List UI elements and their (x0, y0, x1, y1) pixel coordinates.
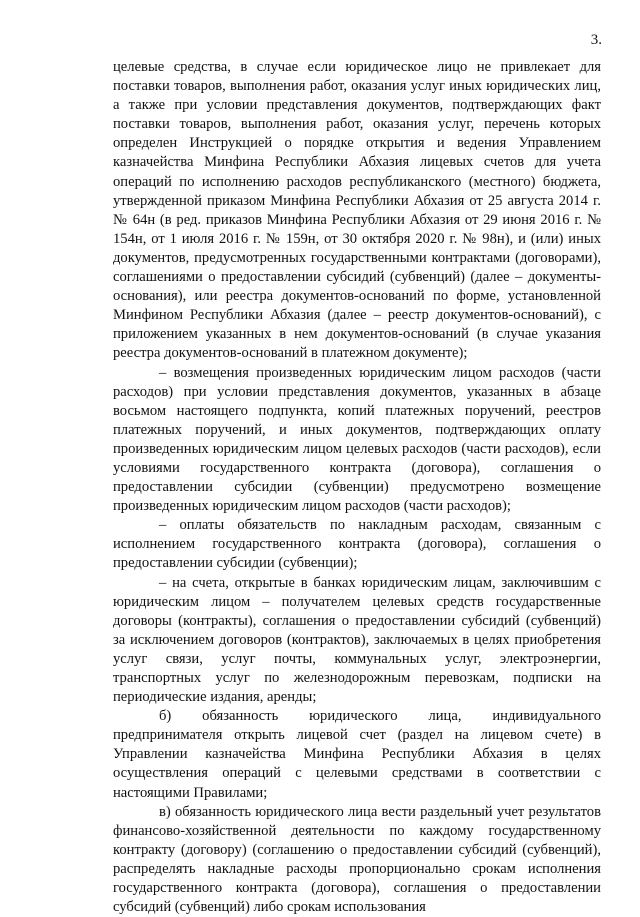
paragraph-reimbursement: – возмещения произведенных юридическим лицом расходов (части расходов) при условии представления документов, указанных в абзаце восьмом настоящего подпункта, копий платежных поручений, реестров платежных поручений, и иных документов, подтверждающих оплату произведенных юридическим лицом целевых расходов (части расходов), если условиями государственного контракта (договора), соглашения о предоставлении субсидии (субвенции) предусмотрено возмещение произведенных юридическим лицом расходов (части расходов); (113, 364, 601, 515)
document-body (113, 58, 601, 917)
paragraph-item-v: в) обязанность юридического лица вести раздельный учет результатов финансово-хозяйственной деятельности по каждому государственному контракту (договору) (соглашению о предоставлении субсидий (субвенций), распределять накладные расходы пропорционально срокам исполнения государственного контракта (договора), соглашения о предоставлении субсидий (субвенций) либо срокам использования (113, 803, 601, 916)
paragraph-bank-accounts: – на счета, открытые в банках юридическим лицам, заключившим с юридическим лицом – получателем целевых средств государственные договоры (контракты), соглашения о предоставлении субсидий (субвенций) за исключением договоров (контрактов), заключаемых в целях приобретения услуг связи, услуг почты, коммунальных услуг, электроэнергии, транспортных услуг по железнодорожным перевозкам, подписки на периодические издания, аренды; (113, 574, 601, 706)
page-number: 3. (590, 32, 602, 48)
paragraph-item-b: б) обязанность юридического лица, индивидуального предпринимателя открыть лицевой счет (раздел на лицевом счете) в Управлении казначейства Минфина Республики Абхазия в целях осуществления операций с целевыми средствами в соответствии с настоящими Правилами; (113, 708, 601, 801)
paragraph-continuation: целевые средства, в случае если юридическое лицо не привлекает для поставки товаров, выполнения работ, оказания услуг иных юридических лиц, а также при условии представления документов, подтверждающих факт поставки товаров, выполнения работ, оказания услуг, перечень которых определен Инструкцией о порядке открытия и ведения Управлением казначейства Минфина Республики Абхазия лицевых счетов для учета операций по исполнению расходов республиканского (местного) бюджета, утвержденной приказом Минфина Республики Абхазия от 25 августа 2014 г. № 64н (в ред. приказов Минфина Республики Абхазия от 29 июня 2016 г. № 154н, от 1 июля 2016 г. № 159н, от 30 октября 2020 г. № 98н), и (или) иных документов, предусмотренных государственными контрактами (договорами), соглашениями о предоставлении субсидий (субвенций) (далее – документы-основания), или реестра документов-оснований по форме, установленной Минфином Республики Абхазия (далее – реестр документов-оснований), с приложением указанных в нем документов-оснований (в случае указания реестра документов-оснований в платежном документе); (113, 59, 601, 362)
paragraph-overhead-payments: – оплаты обязательств по накладным расходам, связанным с исполнением государственного контракта (договора), соглашения о предоставлении субсидии (субвенции); (113, 517, 601, 572)
